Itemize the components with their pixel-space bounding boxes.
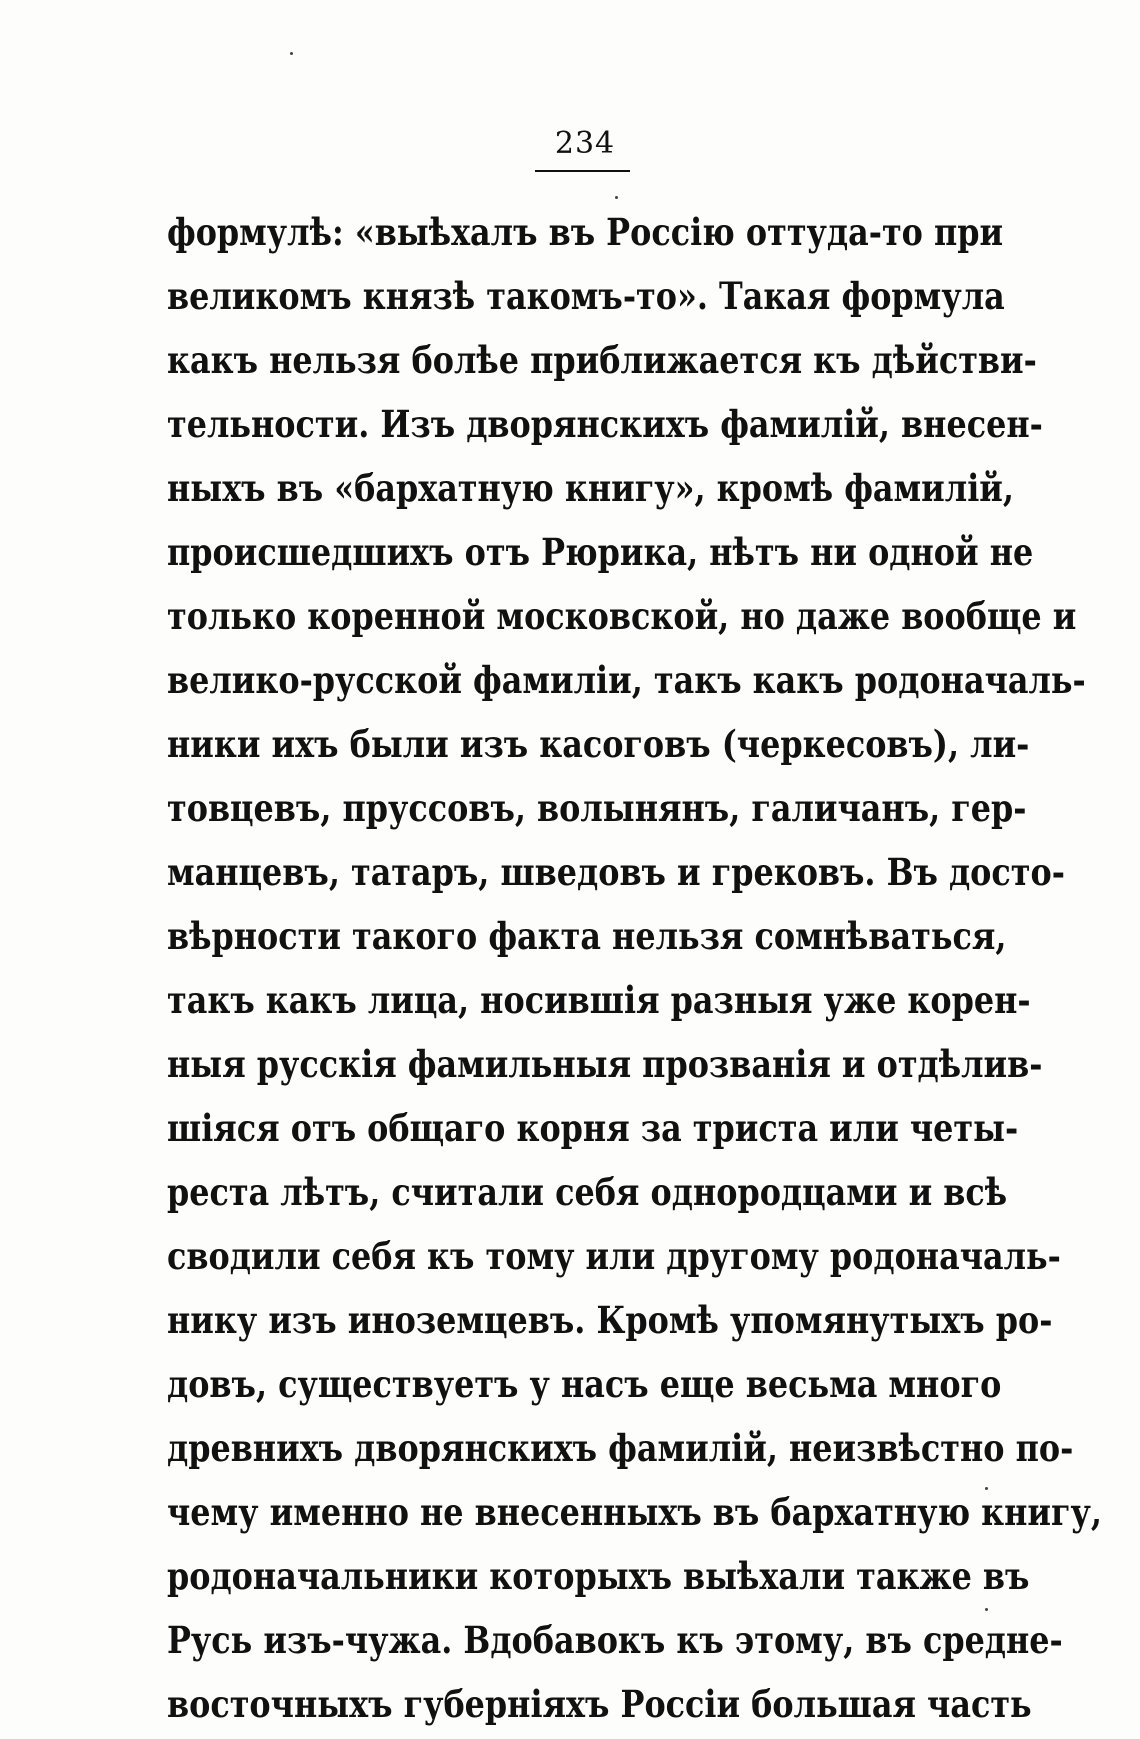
- body-text: [167, 200, 1102, 1736]
- text-line: древнихъ дворянскихъ фамилій, неизвѣстно по-: [167, 1426, 1074, 1470]
- text-line: какъ нельзя болѣе приближается къ дѣйстви-: [167, 338, 1037, 382]
- page-number: 234: [554, 126, 616, 161]
- text-line: ники ихъ были изъ касоговъ (черкесовъ), ли-: [167, 722, 1030, 766]
- text-line: происшедшихъ отъ Рюрика, нѣтъ ни одной не: [167, 530, 1034, 574]
- text-line: великомъ князѣ такомъ-то». Такая формула: [167, 274, 1005, 318]
- print-speck: [290, 52, 293, 55]
- text-line: нику изъ иноземцевъ. Кромѣ упомянутыхъ ро-: [167, 1298, 1053, 1342]
- text-line: восточныхъ губерніяхъ Россіи большая часть: [167, 1682, 1032, 1726]
- text-line: родоначальники которыхъ выѣхали также въ: [167, 1554, 1030, 1598]
- print-speck: [615, 196, 618, 199]
- text-line: только коренной московской, но даже вообще и: [167, 594, 1077, 638]
- text-line: велико-русской фамиліи, такъ какъ родоначаль-: [167, 658, 1086, 702]
- text-line: формулѣ: «выѣхалъ въ Россію оттуда-то при: [167, 210, 1004, 254]
- text-line: шіяся отъ общаго корня за триста или четы-: [167, 1106, 1019, 1150]
- text-line: Русь изъ-чужа. Вдобавокъ къ этому, въ средне-: [167, 1618, 1063, 1662]
- text-line: манцевъ, татаръ, шведовъ и грековъ. Въ досто-: [167, 850, 1065, 894]
- page-number-rule: [535, 170, 630, 172]
- text-line: вѣрности такого факта нельзя сомнѣваться,: [167, 914, 1007, 958]
- text-line: сводили себя къ тому или другому родоначаль-: [167, 1234, 1061, 1278]
- text-line: довъ, существуетъ у насъ еще весьма много: [167, 1362, 1002, 1406]
- text-line: реста лѣтъ, считали себя однородцами и всѣ: [167, 1170, 1008, 1214]
- text-line: ныхъ въ «бархатную книгу», кромѣ фамилій,: [167, 466, 1014, 510]
- print-speck: [985, 1487, 988, 1490]
- text-line: ныя русскія фамильныя прозванія и отдѣлив-: [167, 1042, 1043, 1086]
- text-line: товцевъ, пруссовъ, волынянъ, галичанъ, гер-: [167, 786, 1027, 830]
- text-line: чему именно не внесенныхъ въ бархатную книгу,: [167, 1490, 1102, 1534]
- text-line: тельности. Изъ дворянскихъ фамилій, внесен-: [167, 402, 1043, 446]
- print-speck: [985, 1608, 988, 1611]
- text-line: такъ какъ лица, носившія разныя уже корен-: [167, 978, 1031, 1022]
